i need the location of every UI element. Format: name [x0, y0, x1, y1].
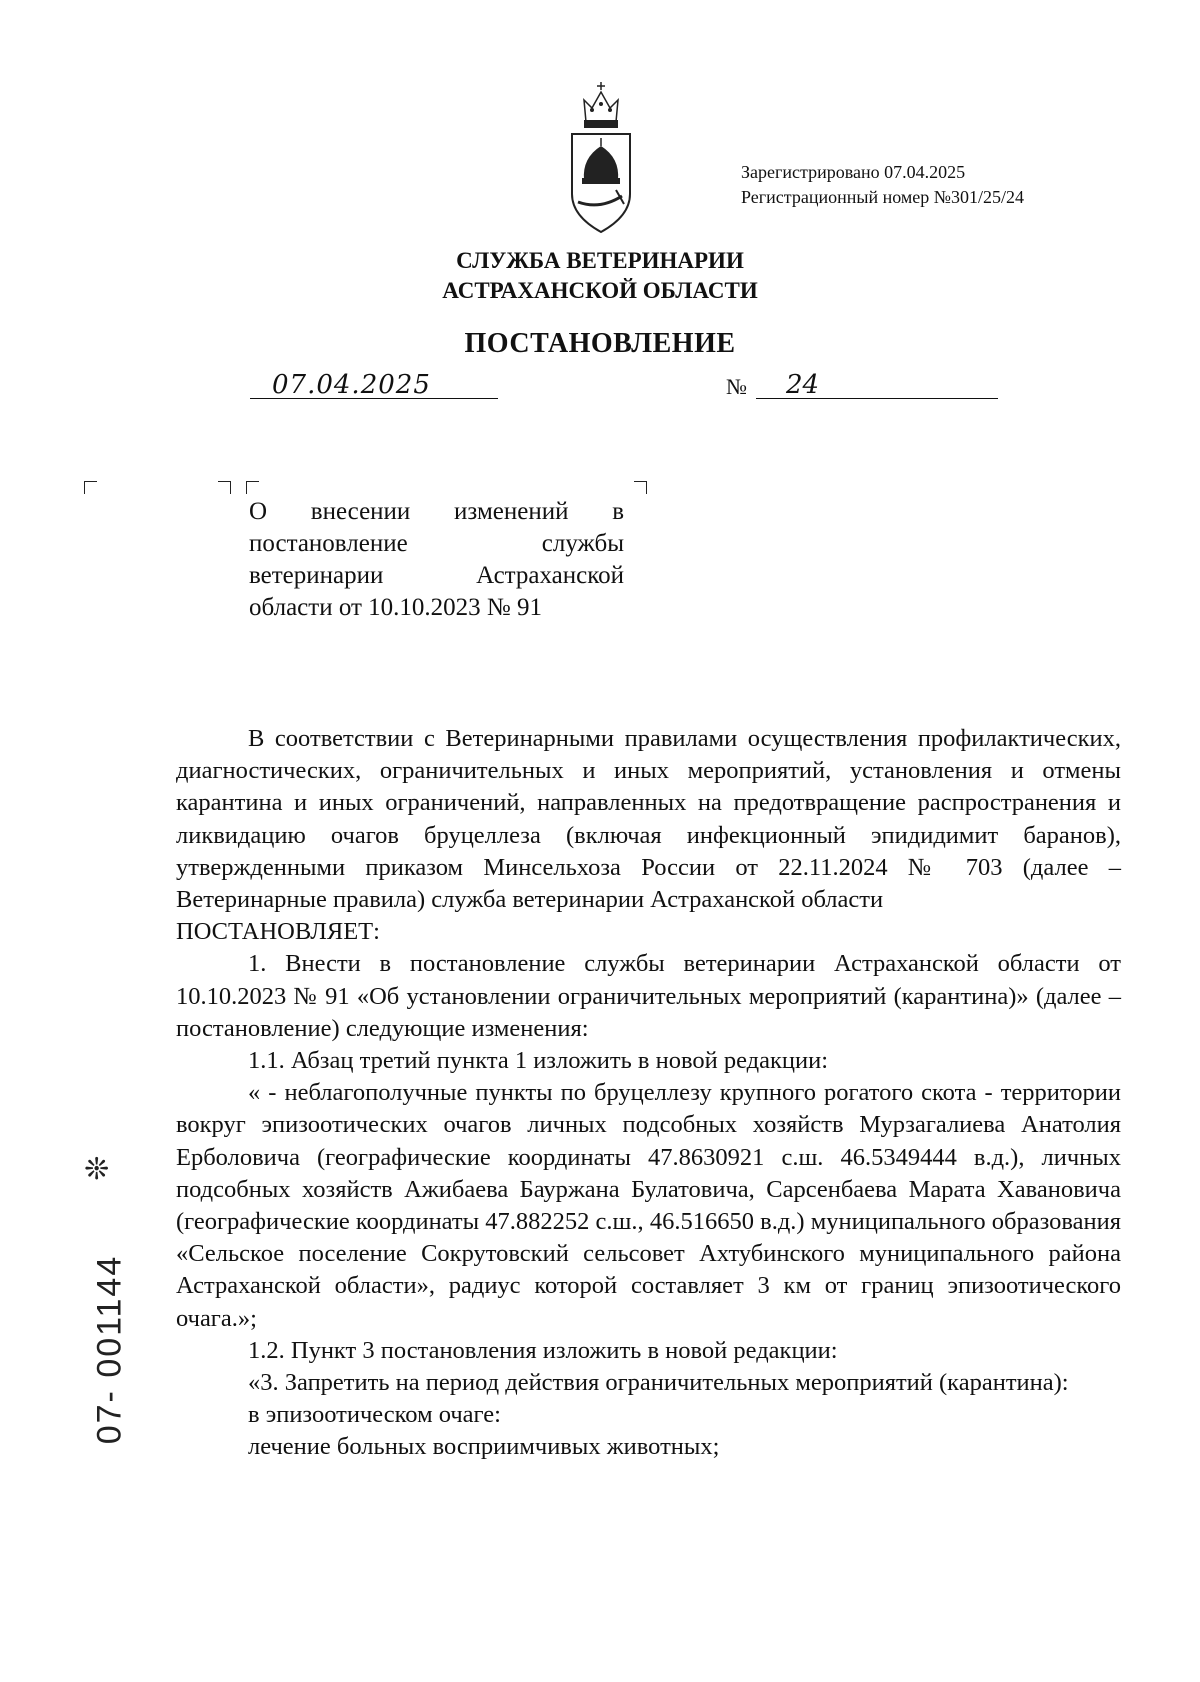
- date-underline: [250, 398, 498, 399]
- margin-stamp-number: 07- 001144: [90, 1254, 129, 1445]
- body-paragraph: В соответствии с Ветеринарными правилами осуществления профилактических, диагностических, ограничительных и иных мероприятий, установления и отмены карантина и иных ограничений, направленных на предотвращение распространения и ликвидацию очагов бруцеллеза (включая инфекционный эпидидимит баранов), утвержденными приказом Минсельхоза России от 22.11.2024 № 703 (далее – Ветеринарные правила) служба ветеринарии Астраханской области: [176, 725, 1121, 914]
- subject-line: постановление службы: [249, 530, 624, 557]
- corner-mark: [84, 481, 97, 494]
- registration-stamp: [741, 160, 1024, 210]
- margin-symbol: ❊: [84, 1152, 110, 1187]
- decree-word: ПОСТАНОВЛЯЕТ:: [176, 918, 380, 946]
- organization-name: [300, 246, 900, 306]
- corner-mark: [634, 481, 647, 494]
- body-paragraph: «3. Запретить на период действия ограничительных мероприятий (карантина):: [248, 1369, 1069, 1397]
- number-underline: [756, 398, 998, 399]
- document-date: 07.04.2025: [272, 370, 431, 400]
- subject-line: О внесении изменений в: [249, 498, 624, 525]
- organization-line-2: АСТРАХАНСКОЙ ОБЛАСТИ: [442, 278, 758, 303]
- organization-line-1: СЛУЖБА ВЕТЕРИНАРИИ: [456, 248, 744, 273]
- body-paragraph: лечение больных восприимчивых животных;: [248, 1433, 720, 1461]
- body-paragraph: в эпизоотическом очаге:: [248, 1401, 501, 1429]
- document-title: ПОСТАНОВЛЕНИЕ: [464, 328, 736, 359]
- document-number: 24: [786, 370, 820, 400]
- corner-mark: [246, 481, 259, 494]
- subject-line: области от 10.10.2023 № 91: [249, 594, 543, 621]
- subject-line: ветеринарии Астраханской: [249, 562, 624, 589]
- document-body: [176, 723, 1121, 1464]
- corner-mark: [218, 481, 231, 494]
- number-label: №: [726, 374, 747, 399]
- body-paragraph: 1.2. Пункт 3 постановления изложить в новой редакции:: [248, 1336, 838, 1364]
- coat-of-arms-emblem: [566, 82, 636, 234]
- registration-date: Зарегистрировано 07.04.2025: [741, 162, 966, 182]
- registration-number: Регистрационный номер №301/25/24: [741, 187, 1024, 207]
- body-paragraph: 1. Внести в постановление службы ветеринарии Астраханской области от 10.10.2023 № 91 «Об установлении ограничительных мероприятий (карантина)» (далее – постановление) следующие изменения:: [176, 950, 1121, 1042]
- document-subject: [249, 496, 624, 624]
- body-paragraph: « - неблагополучные пункты по бруцеллезу крупного рогатого скота - территории вокруг эпизоотических очагов личных подсобных хозяйств Мурзагалиева Анатолия Ерболовича (географические координаты 47.8630921 с.ш. 46.5349444 в.д.), личных подсобных хозяйств Ажибаева Бауржана Булатовича, Сарсенбаева Марата Хавановича (географические координаты 47.882252 с.ш., 46.516650 в.д.) муниципального образования «Сельское поселение Сокрутовский сельсовет Ахтубинского муниципального района Астраханской области», радиус которой составляет 3 км от границ эпизоотического очага.»;: [176, 1079, 1121, 1332]
- body-paragraph: 1.1. Абзац третий пункта 1 изложить в новой редакции:: [248, 1047, 829, 1075]
